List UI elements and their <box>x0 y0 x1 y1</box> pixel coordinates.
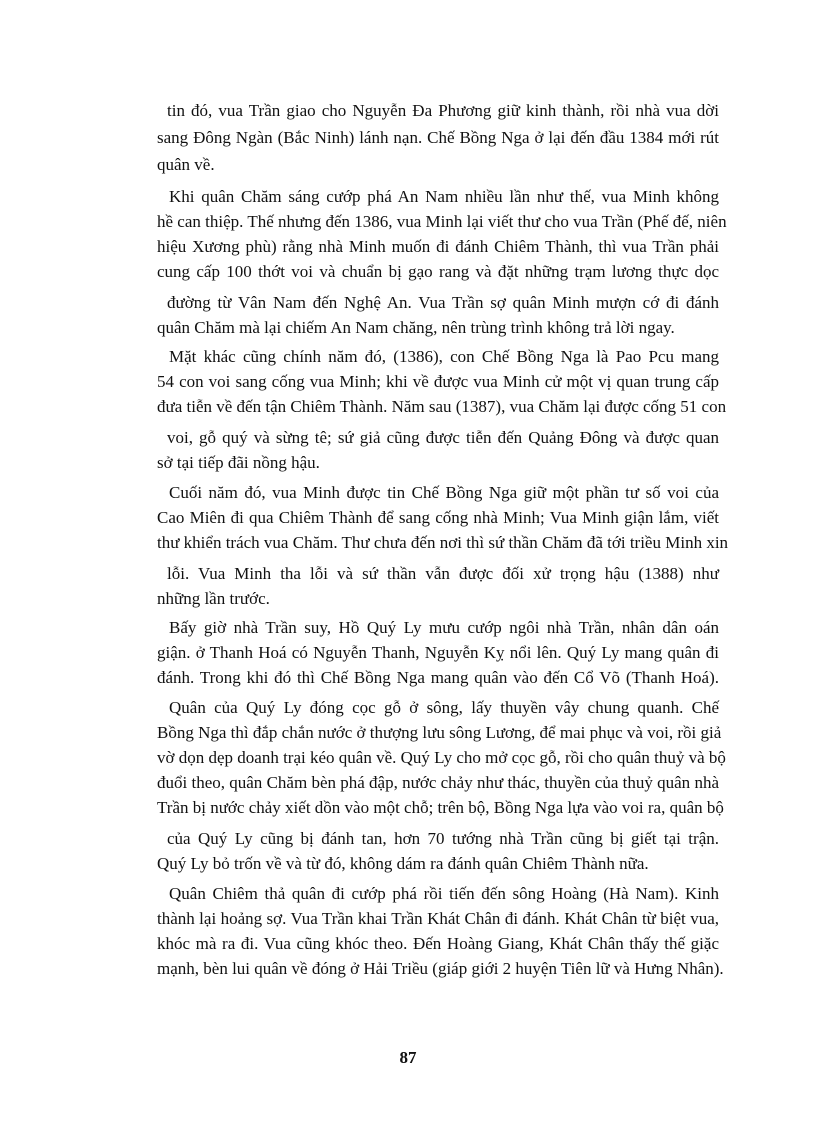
text-line: quân về. <box>157 155 215 174</box>
text-line: Quý Ly bỏ trốn về và từ đó, không dám ra đánh quân Chiêm Thành nữa. <box>157 854 649 873</box>
text-line: đưa tiễn về đến tận Chiêm Thành. Năm sau (1387), vua Chăm lại được cống 51 con <box>157 397 727 416</box>
text-line: Khi quân Chăm sáng cướp phá An Nam nhiều lần như thế, vua Minh không <box>169 187 719 206</box>
text-line: quân Chăm mà lại chiếm An Nam chăng, nên trùng trình không trả lời ngay. <box>157 318 675 337</box>
page-number: 87 <box>399 1048 417 1067</box>
text-line: của Quý Ly cũng bị đánh tan, hơn 70 tướng nhà Trần cũng bị giết tại trận. <box>167 829 719 848</box>
text-line: 54 con voi sang cống vua Minh; khi về được vua Minh cử một vị quan trung cấp <box>157 372 719 391</box>
text-line: hiệu Xương phù) rằng nhà Minh muốn đi đánh Chiêm Thành, thì vua Trần phải <box>157 237 719 256</box>
text-line: những lần trước. <box>157 589 270 608</box>
text-line: mạnh, bèn lui quân về đóng ở Hải Triều (giáp giới 2 huyện Tiên lữ và Hưng Nhân). <box>157 959 724 978</box>
text-line: Quân Chiêm thả quân đi cướp phá rồi tiến đến sông Hoàng (Hà Nam). Kinh <box>169 884 719 903</box>
text-line: đánh. Trong khi đó thì Chế Bồng Nga mang quân vào đến Cổ Võ (Thanh Hoá). <box>157 668 719 687</box>
text-line: lỗi. Vua Minh tha lỗi và sứ thần vẫn được đối xử trọng hậu (1388) như <box>167 564 719 583</box>
text-line: Cao Miên đi qua Chiêm Thành để sang cống nhà Minh; Vua Minh giận lắm, viết <box>157 508 719 527</box>
text-line: Quân của Quý Ly đóng cọc gỗ ở sông, lấy thuyền vây chung quanh. Chế <box>169 698 719 717</box>
text-line: Cuối năm đó, vua Minh được tin Chế Bồng Nga giữ một phần tư số voi của <box>169 483 719 502</box>
text-line: thư khiển trách vua Chăm. Thư chưa đến nơi thì sứ thần Chăm đã tới triều Minh xin <box>157 533 729 552</box>
text-line: đường từ Vân Nam đến Nghệ An. Vua Trần sợ quân Minh mượn cớ đi đánh <box>167 293 719 312</box>
text-line: Trần bị nước chảy xiết dồn vào một chỗ; trên bộ, Bồng Nga lựa vào voi ra, quân bộ <box>157 798 724 817</box>
text-line: sang Đông Ngàn (Bắc Ninh) lánh nạn. Chế Bồng Nga ở lại đến đầu 1384 mới rút <box>157 128 719 147</box>
text-line: vờ dọn dẹp doanh trại kéo quân về. Quý Ly cho mở cọc gỗ, rồi cho quân thuỷ và bộ <box>157 748 726 767</box>
text-line: Bồng Nga thì đắp chắn nước ở thượng lưu sông Lương, để mai phục và voi, rồi giả <box>157 723 722 742</box>
text-line: tin đó, vua Trần giao cho Nguyễn Đa Phương giữ kinh thành, rồi nhà vua dời <box>167 101 719 120</box>
text-line: đuổi theo, quân Chăm bèn phá đập, nước chảy như thác, thuyền của thuỷ quân nhà <box>157 773 719 792</box>
text-line: thành lại hoảng sợ. Vua Trần khai Trần Khát Chân đi đánh. Khát Chân từ biệt vua, <box>157 909 719 928</box>
text-line: giận. ở Thanh Hoá có Nguyễn Thanh, Nguyễn Kỵ nổi lên. Quý Ly mang quân đi <box>157 643 719 662</box>
text-line: sở tại tiếp đãi nồng hậu. <box>157 453 320 472</box>
text-line: khóc mà ra đi. Vua cũng khóc theo. Đến Hoàng Giang, Khát Chân thấy thế giặc <box>157 934 719 953</box>
text-line: hề can thiệp. Thế nhưng đến 1386, vua Minh lại viết thư cho vua Trần (Phế đế, niên <box>157 212 727 231</box>
text-line: Mặt khác cũng chính năm đó, (1386), con Chế Bồng Nga là Pao Pcu mang <box>169 347 719 366</box>
text-line: voi, gỗ quý và sừng tê; sứ giả cũng được tiễn đến Quảng Đông và được quan <box>167 428 719 447</box>
text-line: Bấy giờ nhà Trần suy, Hồ Quý Ly mưu cướp ngôi nhà Trần, nhân dân oán <box>169 618 719 637</box>
text-line: cung cấp 100 thớt voi và chuẩn bị gạo rang và đặt những trạm lương thực dọc <box>157 262 719 281</box>
